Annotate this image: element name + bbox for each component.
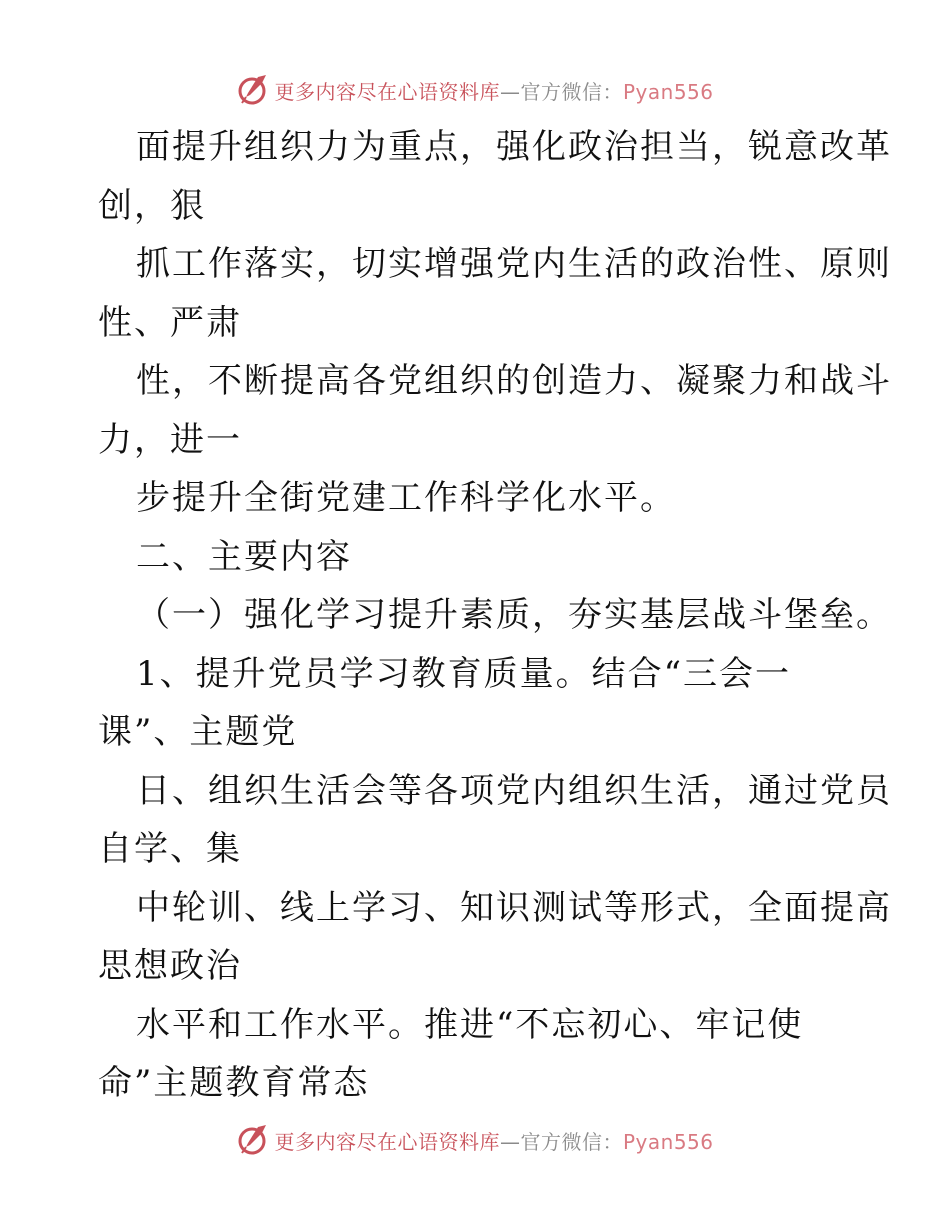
subsection-heading: （一）强化学习提升素质，夯实基层战斗堡垒。	[136, 595, 892, 635]
text-line: 步提升全街党建工作科学化水平。	[136, 478, 676, 518]
watermark-text	[274, 1126, 713, 1155]
watermark-official: 官方微信：	[520, 1129, 623, 1154]
watermark-official: 官方微信：	[520, 79, 623, 104]
quill-circle-logo	[236, 73, 270, 107]
text-line: 水平和工作水平。推进“不忘初心、牢记使	[136, 1004, 804, 1045]
watermark-text	[274, 76, 713, 105]
header-watermark	[0, 70, 950, 110]
text-line: 创，狠	[98, 185, 206, 226]
section-heading: 二、主要内容	[136, 536, 352, 577]
watermark-site: 更多内容尽在心语资料库	[274, 1129, 500, 1154]
text-line: 性、严肃	[98, 302, 242, 343]
footer-watermark	[0, 1120, 950, 1160]
text-line: 抓工作落实，切实增强党内生活的政治性、原则	[136, 244, 892, 284]
text-line: 中轮训、线上学习、知识测试等形式，全面提高	[136, 887, 892, 928]
watermark-id: Pyan556	[622, 79, 714, 104]
watermark-id: Pyan556	[622, 1129, 714, 1154]
text-line: 课”、主题党	[98, 712, 298, 752]
text-line: 思想政治	[98, 946, 242, 986]
text-line: 日、组织生活会等各项党内组织生活，通过党员	[136, 770, 892, 811]
text-line: 面提升组织力为重点，强化政治担当，锐意改革	[136, 127, 892, 167]
text-line: 命”主题教育常态	[98, 1063, 370, 1103]
text-line: 力，进一	[98, 419, 242, 460]
text-line: 性，不断提高各党组织的创造力、凝聚力和战斗	[136, 361, 892, 401]
document-body	[98, 118, 892, 1113]
quill-circle-logo	[236, 1123, 270, 1157]
text-line: 1、提升党员学习教育质量。结合“三会一	[136, 653, 792, 694]
watermark-site: 更多内容尽在心语资料库	[274, 79, 500, 104]
text-line: 自学、集	[98, 829, 242, 869]
watermark-dash: —	[499, 1129, 521, 1154]
watermark-dash: —	[499, 79, 521, 104]
